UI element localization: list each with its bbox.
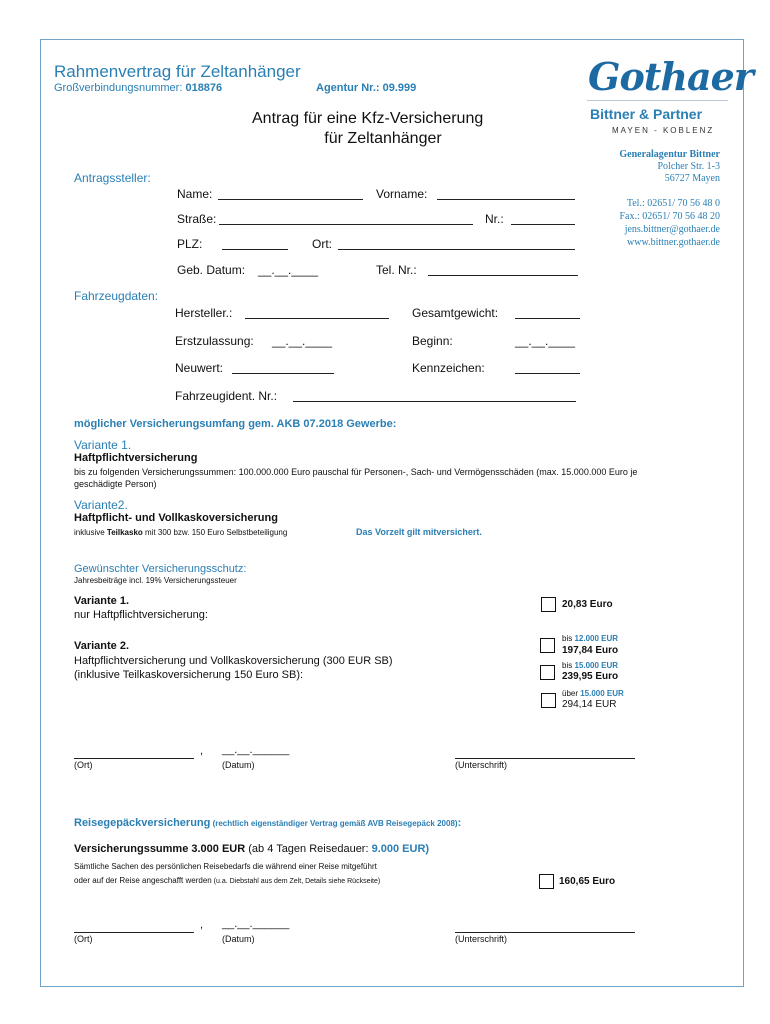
- group-number-row: [54, 82, 222, 94]
- tel-field[interactable]: [428, 275, 578, 276]
- scope-v1-title: Variante 1.: [74, 438, 132, 452]
- kennzeichen-label: Kennzeichen:: [412, 361, 485, 375]
- scope-v1-desc-line2: geschädigte Person): [74, 479, 157, 489]
- partner-location: MAYEN - KOBLENZ: [612, 126, 715, 135]
- luggage-sum-a: Versicherungssumme 3.000 EUR: [74, 843, 246, 855]
- nr-label: Nr.:: [485, 212, 504, 226]
- sig2-ort-line[interactable]: [74, 932, 194, 933]
- desired-v2-desc2: (inklusive Teilkaskoversicherung 150 Euro SB):: [74, 669, 304, 681]
- sig2-signature-line[interactable]: [455, 932, 635, 933]
- agency-number-row: [316, 82, 416, 94]
- vehicle-section-heading: Fahrzeugdaten:: [74, 289, 159, 303]
- luggage-checkbox[interactable]: [539, 874, 554, 889]
- desired-v1-title: Variante 1.: [74, 595, 130, 607]
- sig2-ort-caption: (Ort): [74, 934, 93, 944]
- vorname-field[interactable]: [437, 199, 575, 200]
- strasse-label: Straße:: [177, 212, 217, 226]
- desired-v2-opt3-label: [562, 689, 624, 698]
- agency-website[interactable]: www.bittner.gothaer.de: [627, 237, 720, 248]
- desired-heading: Gewünschter Versicherungsschutz:: [74, 563, 247, 575]
- erstzulassung-field[interactable]: __.__.____: [272, 334, 333, 348]
- group-number: 018876: [185, 82, 223, 94]
- luggage-heading-b: (rechtlich eigenständiger Vertrag gemäß AVB Reisegepäck 2008): [210, 819, 458, 828]
- neuwert-label: Neuwert:: [175, 361, 224, 375]
- plz-label: PLZ:: [177, 237, 203, 251]
- agency-fax: Fax.: 02651/ 70 56 48 20: [619, 211, 720, 222]
- beginn-field[interactable]: __.__.____: [515, 334, 576, 348]
- group-label: Großverbindungsnummer:: [54, 82, 183, 94]
- agency-number: 09.999: [382, 82, 417, 94]
- beginn-label: Beginn:: [412, 334, 453, 348]
- hersteller-field[interactable]: [245, 318, 389, 319]
- desired-v2-opt3-label-a: über: [562, 689, 581, 698]
- luggage-price: 160,65 Euro: [559, 876, 616, 887]
- plz-field[interactable]: [222, 249, 288, 250]
- sig1-signature-caption: (Unterschrift): [455, 760, 508, 770]
- scope-v2-desc: [74, 528, 287, 537]
- scope-v2-desc-a: inklusive: [74, 528, 107, 537]
- desired-v2-opt1-label-b: 12.000 EUR: [574, 634, 619, 643]
- hersteller-label: Hersteller.:: [175, 306, 233, 320]
- desired-v1-checkbox[interactable]: [541, 597, 556, 612]
- sig1-date-field[interactable]: __.__.______: [222, 744, 290, 756]
- ort-field[interactable]: [338, 249, 575, 250]
- scope-v2-desc-b: Teilkasko: [106, 528, 143, 537]
- agency-tel: Tel.: 02651/ 70 56 48 0: [626, 198, 720, 209]
- desired-v1-price: 20,83 Euro: [562, 599, 613, 610]
- luggage-heading-c: :: [457, 817, 462, 829]
- agency-label: Agentur Nr.:: [316, 82, 380, 94]
- neuwert-field[interactable]: [232, 373, 334, 374]
- sig2-signature-caption: (Unterschrift): [455, 934, 508, 944]
- sig1-date-caption: (Datum): [222, 760, 255, 770]
- partner-name: Bittner & Partner: [590, 106, 703, 122]
- sig2-date-caption: (Datum): [222, 934, 255, 944]
- desired-v2-opt3-price: 294,14 EUR: [562, 699, 617, 710]
- form-title: Rahmenvertrag für Zeltanhänger: [54, 62, 301, 81]
- ort-label: Ort:: [312, 237, 332, 251]
- scope-v1-desc-line1: bis zu folgenden Versicherungssummen: 100.000.000 Euro pauschal für Personen-, Sach- und Vermögensschäden (max. 15.000.000 Euro je: [74, 467, 638, 477]
- logo-divider: [587, 100, 728, 101]
- luggage-desc2-a: oder auf der Reise angeschafft werden: [74, 876, 212, 885]
- doc-title-line2: für Zeltanhänger: [324, 130, 442, 147]
- desired-v2-opt2-price: 239,95 Euro: [562, 671, 619, 682]
- gesamtgewicht-label: Gesamtgewicht:: [412, 306, 499, 320]
- desired-v2-opt2-checkbox[interactable]: [540, 665, 555, 680]
- geb-label: Geb. Datum:: [177, 263, 246, 277]
- luggage-desc2-b: (u.a. Diebstahl aus dem Zelt, Details siehe Rückseite): [211, 878, 381, 885]
- sig2-comma: ,: [200, 919, 204, 931]
- fin-label: Fahrzeugident. Nr.:: [175, 389, 278, 403]
- desired-v2-opt1-label: [562, 634, 618, 643]
- sig2-date-field[interactable]: __.__.______: [222, 918, 290, 930]
- scope-heading: möglicher Versicherungsumfang gem. AKB 07.2018 Gewerbe:: [74, 418, 397, 430]
- desired-v2-desc1: Haftpflichtversicherung und Vollkaskoversicherung (300 EUR SB): [74, 655, 393, 667]
- agency-email[interactable]: jens.bittner@gothaer.de: [624, 224, 720, 235]
- luggage-heading: [74, 817, 461, 829]
- sig1-signature-line[interactable]: [455, 758, 635, 759]
- doc-title-line1: Antrag für eine Kfz-Versicherung: [252, 110, 484, 127]
- name-field[interactable]: [218, 199, 363, 200]
- nr-field[interactable]: [511, 224, 575, 225]
- desired-v2-opt2-label-b: 15.000 EUR: [574, 661, 619, 670]
- desired-v2-title: Variante 2.: [74, 640, 130, 652]
- desired-v2-opt1-label-a: bis: [562, 634, 575, 643]
- kennzeichen-field[interactable]: [515, 373, 580, 374]
- desired-v2-opt2-label-a: bis: [562, 661, 575, 670]
- applicant-section-heading: Antragssteller:: [74, 171, 151, 185]
- sig1-comma: ,: [200, 745, 204, 757]
- agency-city: 56727 Mayen: [664, 173, 720, 184]
- desired-v2-opt3-checkbox[interactable]: [541, 693, 556, 708]
- vorname-label: Vorname:: [376, 187, 428, 201]
- luggage-desc1: Sämtliche Sachen des persönlichen Reisebedarfs die während einer Reise mitgeführt: [74, 862, 377, 871]
- scope-v2-name: Haftpflicht- und Vollkaskoversicherung: [74, 512, 278, 524]
- agency-name: Generalagentur Bittner: [619, 149, 720, 160]
- tel-label: Tel. Nr.:: [376, 263, 417, 277]
- scope-v2-title: Variante2.: [74, 498, 128, 512]
- desired-v2-opt1-checkbox[interactable]: [540, 638, 555, 653]
- scope-v2-desc-c: mit 300 bzw. 150 Euro Selbstbeteiligung: [142, 528, 288, 537]
- sig1-ort-caption: (Ort): [74, 760, 93, 770]
- name-label: Name:: [177, 187, 213, 201]
- desired-sub: Jahresbeiträge incl. 19% Versicherungssteuer: [74, 576, 237, 585]
- luggage-desc2: [74, 876, 380, 885]
- desired-v2-opt3-label-b: 15.000 EUR: [580, 689, 624, 698]
- gothaer-logo: Gothaer: [588, 54, 753, 99]
- luggage-sum: [74, 843, 429, 855]
- desired-v2-opt2-label: [562, 661, 618, 670]
- strasse-field[interactable]: [219, 224, 473, 225]
- agency-street: Polcher Str. 1-3: [657, 161, 720, 172]
- luggage-heading-a: Reisegepäckversicherung: [74, 817, 211, 829]
- desired-v1-desc: nur Haftpflichtversicherung:: [74, 609, 208, 621]
- geb-field[interactable]: __.__.____: [258, 263, 319, 277]
- luggage-sum-c: 9.000 EUR): [371, 843, 430, 855]
- scope-v2-note: Das Vorzelt gilt mitversichert.: [356, 527, 482, 537]
- fin-field[interactable]: [293, 401, 576, 402]
- scope-v1-name: Haftpflichtversicherung: [74, 452, 198, 464]
- erstzulassung-label: Erstzulassung:: [175, 334, 254, 348]
- gesamtgewicht-field[interactable]: [515, 318, 580, 319]
- desired-v2-opt1-price: 197,84 Euro: [562, 645, 619, 656]
- luggage-sum-b: (ab 4 Tagen Reisedauer:: [245, 843, 372, 855]
- sig1-ort-line[interactable]: [74, 758, 194, 759]
